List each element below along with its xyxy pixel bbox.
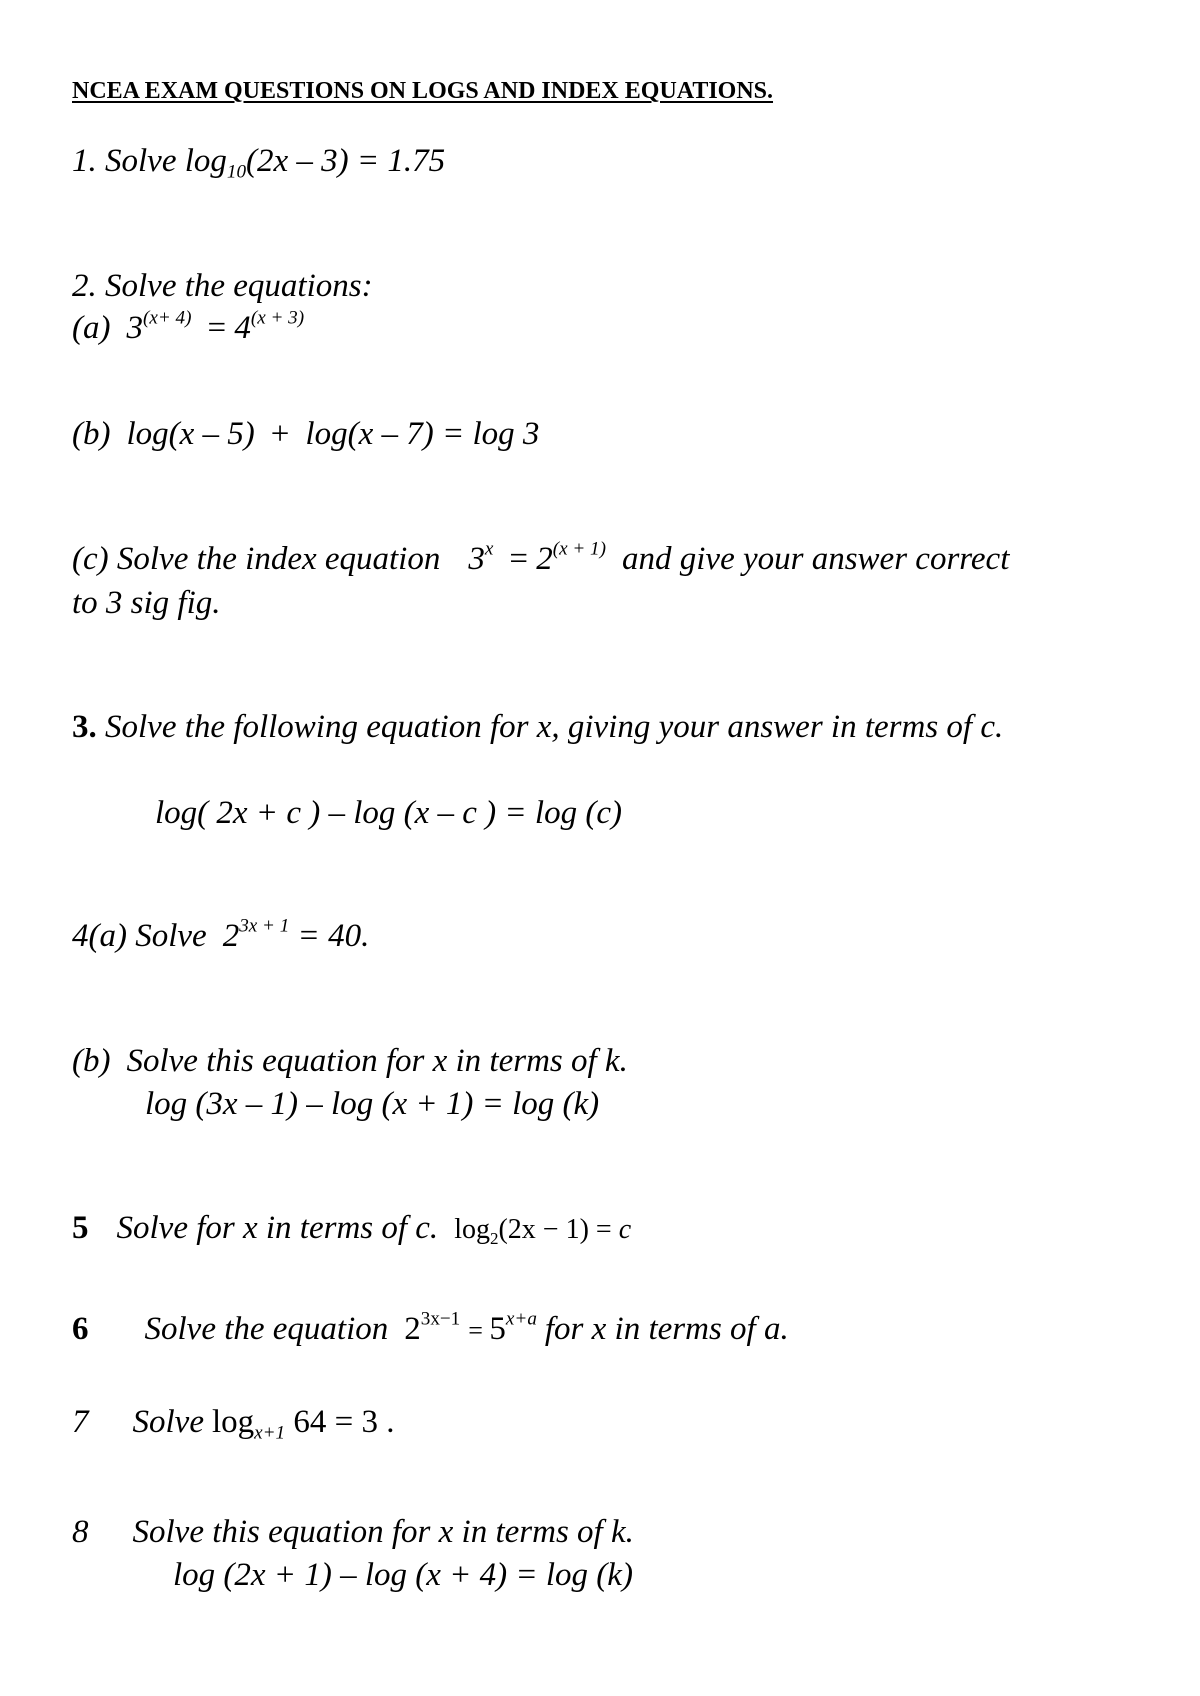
- question-3-number: 3.: [72, 709, 97, 745]
- question-2-intro: 2. Solve the equations:: [72, 268, 373, 304]
- question-4a-base: 2: [222, 918, 240, 954]
- question-6: [72, 1308, 789, 1347]
- question-2c-line-2: to 3 sig fig.: [72, 585, 221, 621]
- question-1-solve: Solve: [105, 143, 177, 179]
- question-5-log: log: [454, 1214, 490, 1245]
- question-1: [72, 143, 446, 183]
- question-6-right-base: 5: [489, 1311, 506, 1347]
- question-2c-left-exponent: x: [484, 538, 494, 560]
- question-5-log-base: 2: [489, 1228, 499, 1248]
- question-2a-equals: =: [207, 310, 227, 346]
- question-3-equation: log( 2x + c ) – log (x – c ) = log (c): [155, 795, 622, 831]
- question-7-number: 7: [72, 1404, 89, 1440]
- question-4b-equation: log (3x – 1) – log (x + 1) = log (k): [145, 1086, 600, 1122]
- question-2c-lead: (c) Solve the index equation: [72, 541, 441, 577]
- question-2a-right-exponent: (x + 3): [250, 307, 305, 329]
- question-6-equals: =: [468, 1316, 490, 1345]
- question-5-number: 5: [72, 1210, 89, 1246]
- question-7-log: log: [211, 1404, 255, 1440]
- question-6-tail: for x in terms of a.: [544, 1311, 789, 1347]
- question-2a-left-exponent: (x+ 4): [142, 307, 192, 329]
- question-8: [72, 1516, 634, 1549]
- question-2b-term-2: log(x – 7) = log 3: [305, 416, 540, 452]
- question-6-text: Solve the equation: [144, 1311, 389, 1347]
- question-1-log-base: 10: [226, 161, 247, 183]
- question-2a-right-base: 4: [234, 310, 251, 346]
- question-6-left-exponent: 3x−1: [420, 1308, 461, 1330]
- question-1-expression: (2x – 3) = 1.75: [246, 143, 446, 179]
- question-4b: [72, 1045, 628, 1078]
- question-6-number: 6: [72, 1311, 89, 1347]
- question-2b: [72, 418, 539, 451]
- question-3-text: Solve the following equation for x, giving your answer in terms of c.: [105, 709, 1004, 745]
- page-title: NCEA EXAM QUESTIONS ON LOGS AND INDEX EQUATIONS.: [72, 78, 774, 104]
- question-1-log: log: [184, 143, 227, 179]
- question-7: [72, 1404, 395, 1444]
- question-7-log-base: x+1: [254, 1422, 286, 1444]
- question-2a-label: (a): [72, 310, 111, 346]
- question-2a-left-base: 3: [126, 310, 143, 346]
- question-3: [72, 711, 1003, 744]
- question-2b-term-1: log(x – 5): [126, 416, 255, 452]
- question-4a-exponent: 3x + 1: [239, 915, 290, 937]
- question-2c-left-base: 3: [468, 541, 485, 577]
- question-5-expression: (2x − 1) =: [498, 1214, 619, 1245]
- question-7-text: Solve: [132, 1404, 204, 1440]
- question-8-number: 8: [72, 1514, 89, 1550]
- question-6-left-base: 2: [404, 1311, 421, 1347]
- question-2b-label: (b): [72, 416, 111, 452]
- question-4b-text: Solve this equation for x in terms of k.: [126, 1043, 628, 1079]
- question-4b-label: (b): [72, 1043, 111, 1079]
- question-2c: [72, 538, 1010, 577]
- question-4a: [72, 915, 370, 954]
- question-4a-lead: 4(a) Solve: [72, 918, 207, 954]
- question-2c-right-base: 2: [536, 541, 553, 577]
- question-5-text: Solve for x in terms of c.: [116, 1210, 439, 1246]
- question-1-number: 1.: [72, 143, 97, 179]
- question-8-text: Solve this equation for x in terms of k.: [132, 1514, 634, 1550]
- question-4a-rhs: = 40.: [297, 918, 370, 954]
- question-8-equation: log (2x + 1) – log (x + 4) = log (k): [173, 1557, 633, 1593]
- question-2c-right-exponent: (x + 1): [552, 538, 606, 560]
- question-6-right-exponent: x+a: [505, 1308, 537, 1330]
- question-2c-equals: =: [509, 541, 528, 577]
- question-5: [72, 1210, 632, 1248]
- question-5-rhs: c: [618, 1214, 632, 1245]
- question-7-rhs: 64 = 3 .: [285, 1404, 395, 1440]
- question-2b-plus: +: [270, 416, 290, 452]
- question-2a: [72, 307, 305, 346]
- question-2c-tail: and give your answer correct: [622, 541, 1010, 577]
